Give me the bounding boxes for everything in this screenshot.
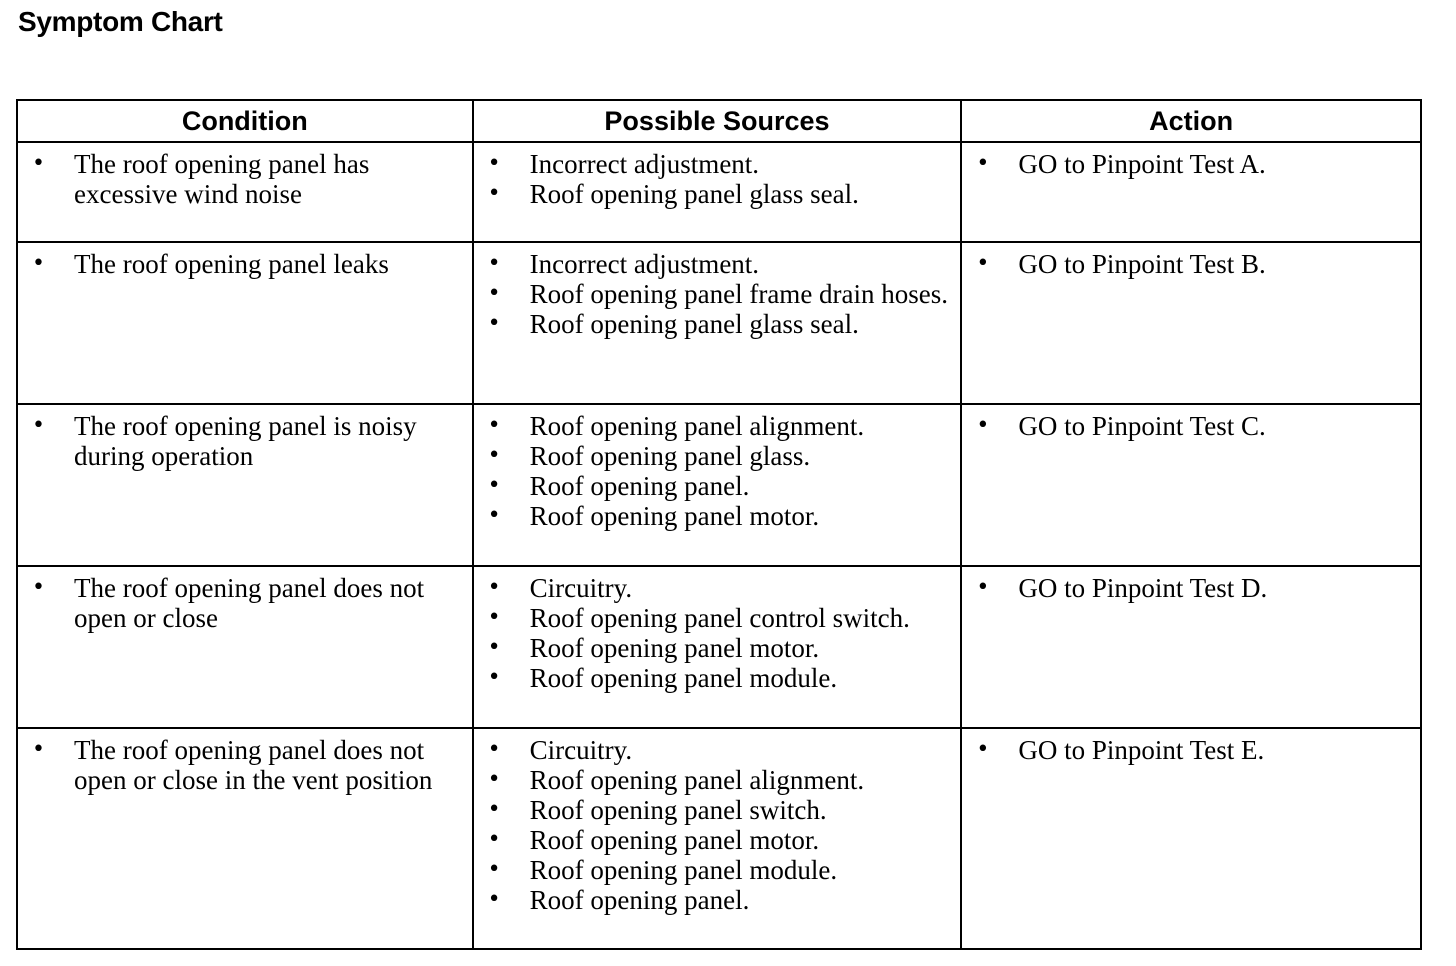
column-header-condition: Condition xyxy=(17,100,473,142)
list-item: • GO to Pinpoint Test E. xyxy=(974,735,1412,765)
possible-sources-cell xyxy=(473,728,962,949)
bullet-list xyxy=(962,243,1420,283)
list-item: • GO to Pinpoint Test B. xyxy=(974,249,1412,279)
list-item: • Roof opening panel control switch. xyxy=(486,603,953,633)
list-item: • The roof opening panel is noisy during operation xyxy=(30,411,464,471)
table-body xyxy=(17,142,1421,949)
page-title: Symptom Chart xyxy=(18,6,223,37)
list-item: • The roof opening panel does not open or close xyxy=(30,573,464,633)
bullet-list xyxy=(474,243,961,343)
list-item: • GO to Pinpoint Test C. xyxy=(974,411,1412,441)
list-item: • Roof opening panel motor. xyxy=(486,825,953,855)
bullet-list xyxy=(962,567,1420,607)
table-row xyxy=(17,566,1421,728)
list-item: • Roof opening panel glass seal. xyxy=(486,179,953,209)
list-item: • Incorrect adjustment. xyxy=(486,249,953,279)
list-item: • Roof opening panel alignment. xyxy=(486,411,953,441)
bullet-list xyxy=(18,243,472,283)
action-cell xyxy=(961,728,1421,949)
list-item: • Roof opening panel alignment. xyxy=(486,765,953,795)
bullet-list xyxy=(474,143,961,213)
action-cell xyxy=(961,566,1421,728)
possible-sources-cell xyxy=(473,242,962,404)
action-cell xyxy=(961,404,1421,566)
list-item: • The roof opening panel leaks xyxy=(30,249,464,279)
table-row xyxy=(17,242,1421,404)
bullet-list xyxy=(962,729,1420,769)
bullet-list xyxy=(474,729,961,919)
condition-cell xyxy=(17,566,473,728)
list-item: • Roof opening panel module. xyxy=(486,663,953,693)
condition-cell xyxy=(17,242,473,404)
action-cell xyxy=(961,142,1421,242)
list-item: • Roof opening panel glass. xyxy=(486,441,953,471)
action-cell xyxy=(961,242,1421,404)
bullet-list xyxy=(962,143,1420,183)
list-item: • Circuitry. xyxy=(486,573,953,603)
condition-cell xyxy=(17,142,473,242)
bullet-list xyxy=(474,405,961,535)
list-item: • Roof opening panel switch. xyxy=(486,795,953,825)
possible-sources-cell xyxy=(473,566,962,728)
condition-cell xyxy=(17,404,473,566)
bullet-list xyxy=(18,567,472,637)
list-item: • Roof opening panel motor. xyxy=(486,501,953,531)
list-item: • The roof opening panel does not open or close in the vent position xyxy=(30,735,464,795)
column-header-possible-sources: Possible Sources xyxy=(473,100,962,142)
header-row xyxy=(17,100,1421,142)
symptom-chart-table xyxy=(16,99,1422,950)
list-item: • Roof opening panel glass seal. xyxy=(486,309,953,339)
bullet-list xyxy=(18,729,472,799)
bullet-list xyxy=(18,405,472,475)
column-header-action: Action xyxy=(961,100,1421,142)
table-row xyxy=(17,404,1421,566)
list-item: • Circuitry. xyxy=(486,735,953,765)
list-item: • Roof opening panel. xyxy=(486,885,953,915)
possible-sources-cell xyxy=(473,142,962,242)
possible-sources-cell xyxy=(473,404,962,566)
list-item: • Roof opening panel module. xyxy=(486,855,953,885)
list-item: • GO to Pinpoint Test A. xyxy=(974,149,1412,179)
table-row xyxy=(17,728,1421,949)
bullet-list xyxy=(962,405,1420,445)
table-row xyxy=(17,142,1421,242)
list-item: • Roof opening panel motor. xyxy=(486,633,953,663)
bullet-list xyxy=(18,143,472,213)
condition-cell xyxy=(17,728,473,949)
list-item: • Roof opening panel frame drain hoses. xyxy=(486,279,953,309)
list-item: • Roof opening panel. xyxy=(486,471,953,501)
list-item: • The roof opening panel has excessive wind noise xyxy=(30,149,464,209)
bullet-list xyxy=(474,567,961,697)
list-item: • Incorrect adjustment. xyxy=(486,149,953,179)
list-item: • GO to Pinpoint Test D. xyxy=(974,573,1412,603)
